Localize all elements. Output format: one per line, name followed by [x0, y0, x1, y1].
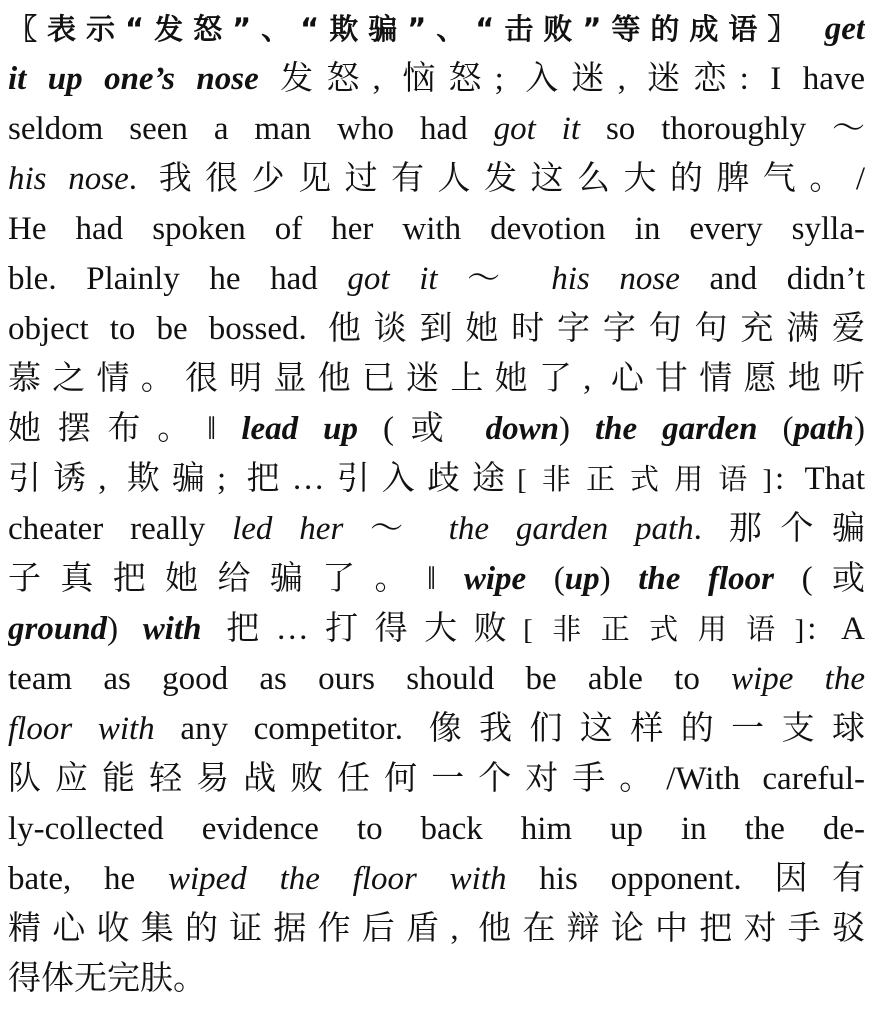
text-segment: 她摆布。‖ — [8, 411, 242, 447]
example-phrase: the garden path — [448, 511, 694, 547]
text-line — [8, 654, 865, 704]
text-segment: (或 — [358, 411, 486, 447]
text-line — [8, 354, 865, 404]
text-segment: ) — [558, 411, 595, 447]
text-segment: ly-collected evidence to back him up in the de- — [8, 811, 865, 847]
example-phrase: wipe the — [731, 661, 865, 697]
text-line — [8, 4, 865, 54]
text-segment: 把…打得大败 — [201, 611, 524, 647]
text-line — [8, 254, 865, 304]
text-segment — [806, 11, 824, 47]
text-segment: ～ — [343, 511, 449, 547]
idiom-phrase: path — [793, 411, 855, 447]
text-segment: ( — [526, 561, 565, 597]
text-segment: . 我很少见过有人发这么大的脾气。/ — [128, 161, 865, 197]
idiom-phrase: get — [824, 11, 865, 47]
text-line — [8, 854, 865, 904]
text-segment: and didn’t — [679, 261, 865, 297]
text-segment: any competitor. 像我们这样的一支球 — [154, 711, 865, 747]
example-phrase: floor with — [8, 711, 155, 747]
text-line — [8, 804, 865, 854]
text-segment: seldom seen a man who had — [8, 111, 494, 147]
example-phrase: his nose — [8, 161, 129, 197]
text-segment: 引诱, 欺骗; 把…引入歧途 — [8, 461, 518, 497]
cut-off-bottom-line — [8, 1004, 865, 1025]
idiom-phrase: up — [564, 561, 600, 597]
text-segment: 子真把她给骗了。‖ — [8, 561, 464, 597]
example-phrase: got it — [347, 261, 438, 297]
example-phrase: got it — [493, 111, 581, 147]
text-line — [8, 704, 865, 754]
text-line — [8, 754, 865, 804]
text-segment: ～ — [437, 261, 552, 297]
idiom-phrase: lead up — [241, 411, 359, 447]
text-segment: object to be bossed. 他谈到她时字字句句充满爱 — [8, 311, 865, 347]
text-segment: his opponent. 因有 — [506, 861, 865, 897]
example-phrase: wiped the floor with — [167, 861, 507, 897]
text-line — [8, 154, 865, 204]
text-line — [8, 604, 865, 654]
text-segment: ) — [854, 411, 865, 447]
text-segment: 发怒, 恼怒; 入迷, 迷恋: I have — [258, 61, 865, 97]
category-header: 〖表示“发怒”、“欺骗”、“击败”等的成语〗 — [8, 12, 807, 46]
idiom-phrase: down — [485, 411, 559, 447]
idiom-phrase: the garden — [594, 411, 758, 447]
text-segment: ble. Plainly he had — [8, 261, 348, 297]
text-line — [8, 554, 865, 604]
text-line — [8, 504, 865, 554]
text-segment: 慕之情。很明显他已迷上她了, 心甘情愿地听 — [8, 361, 865, 397]
idiom-phrase: wipe — [463, 561, 527, 597]
text-segment: so thoroughly ～ — [580, 111, 865, 147]
text-line — [8, 54, 865, 104]
text-segment: ) — [107, 611, 143, 647]
text-segment: ( — [757, 411, 794, 447]
text-segment: 队应能轻易战败任何一个对手。/With careful- — [8, 761, 865, 797]
text-segment: : A — [807, 611, 865, 647]
idiom-phrase: it up one’s nose — [8, 61, 259, 97]
text-segment: ) — [599, 561, 639, 597]
text-line — [8, 954, 865, 1004]
text-segment: 得体无完肤。 — [8, 961, 206, 997]
text-line — [8, 454, 865, 504]
idiom-phrase: ground — [8, 611, 108, 647]
example-phrase: his nose — [551, 261, 680, 297]
idiom-phrase: with — [142, 611, 202, 647]
text-line — [8, 904, 865, 954]
idiom-phrase: the floor — [638, 561, 775, 597]
text-line — [8, 104, 865, 154]
text-segment: bate, he — [8, 861, 168, 897]
text-line — [8, 404, 865, 454]
text-segment: . 那个骗 — [693, 511, 865, 547]
text-segment: 精心收集的证据作后盾, 他在辩论中把对手驳 — [8, 911, 865, 947]
usage-label: [非正式用语] — [523, 614, 808, 646]
text-line — [8, 304, 865, 354]
text-segment: (或 — [774, 561, 865, 597]
example-phrase: led her — [232, 511, 344, 547]
text-segment: He had spoken of her with devotion in every sylla- — [8, 211, 865, 247]
text-segment: : That — [775, 461, 865, 497]
text-segment: team as good as ours should be able to — [8, 661, 732, 697]
text-segment: cheater really — [8, 511, 233, 547]
usage-label: [非正式用语] — [517, 464, 775, 496]
text-line — [8, 204, 865, 254]
